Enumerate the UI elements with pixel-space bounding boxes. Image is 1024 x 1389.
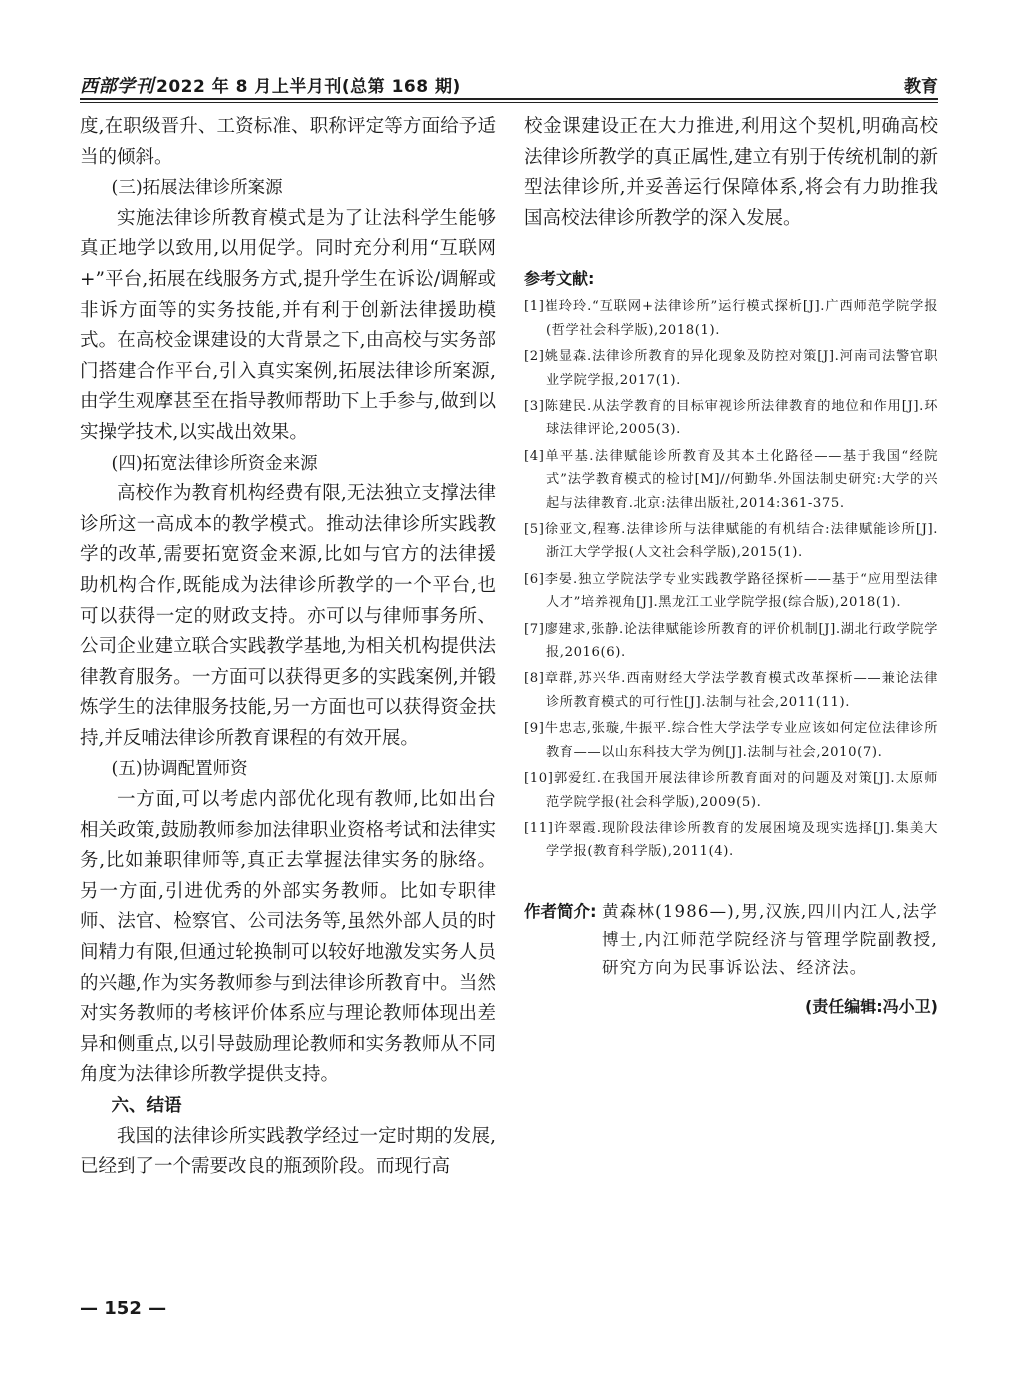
reference-item: [5]徐亚文,程骞.法律诊所与法律赋能的有机结合:法律赋能诊所[J].浙江大学学报(人文社会科学版),2015(1). [524, 522, 938, 561]
journal-masthead [80, 72, 461, 98]
author-bio [524, 898, 938, 982]
reference-item: [11]许翠霞.现阶段法律诊所教育的发展困境及现实选择[J].集美大学学报(教育科学版),2011(4). [524, 820, 938, 860]
reference-list [524, 295, 938, 863]
subheading-funding: (四)拓宽法律诊所资金来源 [111, 453, 318, 474]
reference-item: [10]郭爱红.在我国开展法律诊所教育面对的问题及对策[J].太原师范学院学报(社会科学版),2009(5). [524, 771, 938, 810]
references-title: 参考文献: [524, 269, 595, 289]
reference-item: [1]崔玲玲.“互联网+法律诊所”运行模式探析[J].广西师范学院学报(哲学社会科学版),2018(1). [524, 299, 938, 338]
paragraph-funding: 高校作为教育机构经费有限,无法独立支撑法律诊所这一高成本的教学模式。推动法律诊所实践教学的改革,需要拓宽资金来源,比如与官方的法律援助机构合作,既能成为法律诊所教学的一个平台,也可以获得一定的财政支持。亦可以与律师事务所、公司企业建立联合实践教学基地,为相关机构提供法律教育服务。一方面可以获得更多的实践案例,并锻炼学生的法律服务技能,另一方面也可以获得资金扶持,并反哺法律诊所教育课程的有效开展。 [80, 483, 496, 749]
paragraph-expand-cases: 实施法律诊所教育模式是为了让法科学生能够真正地学以致用,以用促学。同时充分利用“互联网+”平台,拓展在线服务方式,提升学生在诉讼/调解或非诉方面等的实务技能,并有利于创新法律援助模式。在高校金课建设的大背景之下,由高校与实务部门搭建合作平台,引入真实案例,拓展法律诊所案源,由学生观摩甚至在指导教师帮助下上手参与,做到以实操学技术,以实战出效果。 [80, 207, 496, 443]
page-header [80, 70, 938, 100]
responsible-editor: (责任编辑:冯小卫) [804, 996, 938, 1016]
left-column [80, 112, 496, 1183]
reference-item: [4]单平基.法律赋能诊所教育及其本土化路径——基于我国“经院式”法学教育模式的检讨[M]//何勤华.外国法制史研究:大学的兴起与法律教育.北京:法律出版社,2014:361-375. [524, 448, 938, 511]
issue-info: 2022 年 8 月上半月刊(总第 168 期) [156, 77, 461, 97]
author-bio-label: 作者简介: [524, 901, 597, 921]
page-number: — 152 — [80, 1298, 167, 1319]
header-rule-thin [80, 102, 938, 103]
heading-conclusion: 六、结语 [111, 1096, 182, 1116]
reference-item: [9]牛忠志,张璇,牛振平.综合性大学法学专业应该如何定位法律诊所教育——以山东科技大学为例[J].法制与社会,2010(7). [524, 721, 938, 760]
author-bio-text: 黄森林(1986—),男,汉族,四川内江人,法学博士,内江师范学院经济与管理学院副教授,研究方向为民事诉讼法、经济法。 [602, 901, 938, 977]
reference-item: [6]李晏.独立学院法学专业实践教学路径探析——基于“应用型法律人才”培养视角[J].黑龙江工业学院学报(综合版),2018(1). [524, 571, 938, 611]
reference-item: [7]廖建求,张静.论法律赋能诊所教育的评价机制[J].湖北行政学院学报,2016(6). [524, 621, 938, 661]
paragraph-conclusion-continued: 校金课建设正在大力推进,利用这个契机,明确高校法律诊所教学的真正属性,建立有别于传统机制的新型法律诊所,并妥善运行保障体系,将会有力助推我国高校法律诊所教学的深入发展。 [524, 116, 938, 229]
subheading-faculty: (五)协调配置师资 [111, 759, 248, 780]
reference-item: [3]陈建民.从法学教育的目标审视诊所法律教育的地位和作用[J].环球法律评论,2005(3). [524, 399, 938, 438]
subheading-expand-cases: (三)拓展法律诊所案源 [111, 178, 283, 199]
paragraph-continuation: 度,在职级晋升、工资标准、职称评定等方面给予适当的倾斜。 [80, 116, 496, 168]
paragraph-conclusion: 我国的法律诊所实践教学经过一定时期的发展,已经到了一个需要改良的瓶颈阶段。而现行高 [80, 1125, 496, 1178]
header-rule [80, 98, 938, 100]
reference-item: [2]姚显森.法律诊所教育的异化现象及防控对策[J].河南司法警官职业学院学报,2017(1). [524, 349, 938, 388]
right-column [524, 112, 938, 1017]
journal-logo: 西部学刊 [80, 76, 154, 97]
section-label: 教育 [904, 77, 938, 97]
paragraph-faculty: 一方面,可以考虑内部优化现有教师,比如出台相关政策,鼓励教师参加法律职业资格考试和法律实务,比如兼职律师等,真正去掌握法律实务的脉络。另一方面,引进优秀的外部实务教师。比如专职律师、法官、检察官、公司法务等,虽然外部人员的时间精力有限,但通过轮换制可以较好地激发实务人员的兴趣,作为实务教师参与到法律诊所教育中。当然对实务教师的考核评价体系应与理论教师体现出差异和侧重点,以引导鼓励理论教师和实务教师从不同角度为法律诊所教学提供支持。 [80, 789, 496, 1086]
reference-item: [8]章群,苏兴华.西南财经大学法学教育模式改革探析——兼论法律诊所教育模式的可行性[J].法制与社会,2011(11). [524, 671, 938, 710]
